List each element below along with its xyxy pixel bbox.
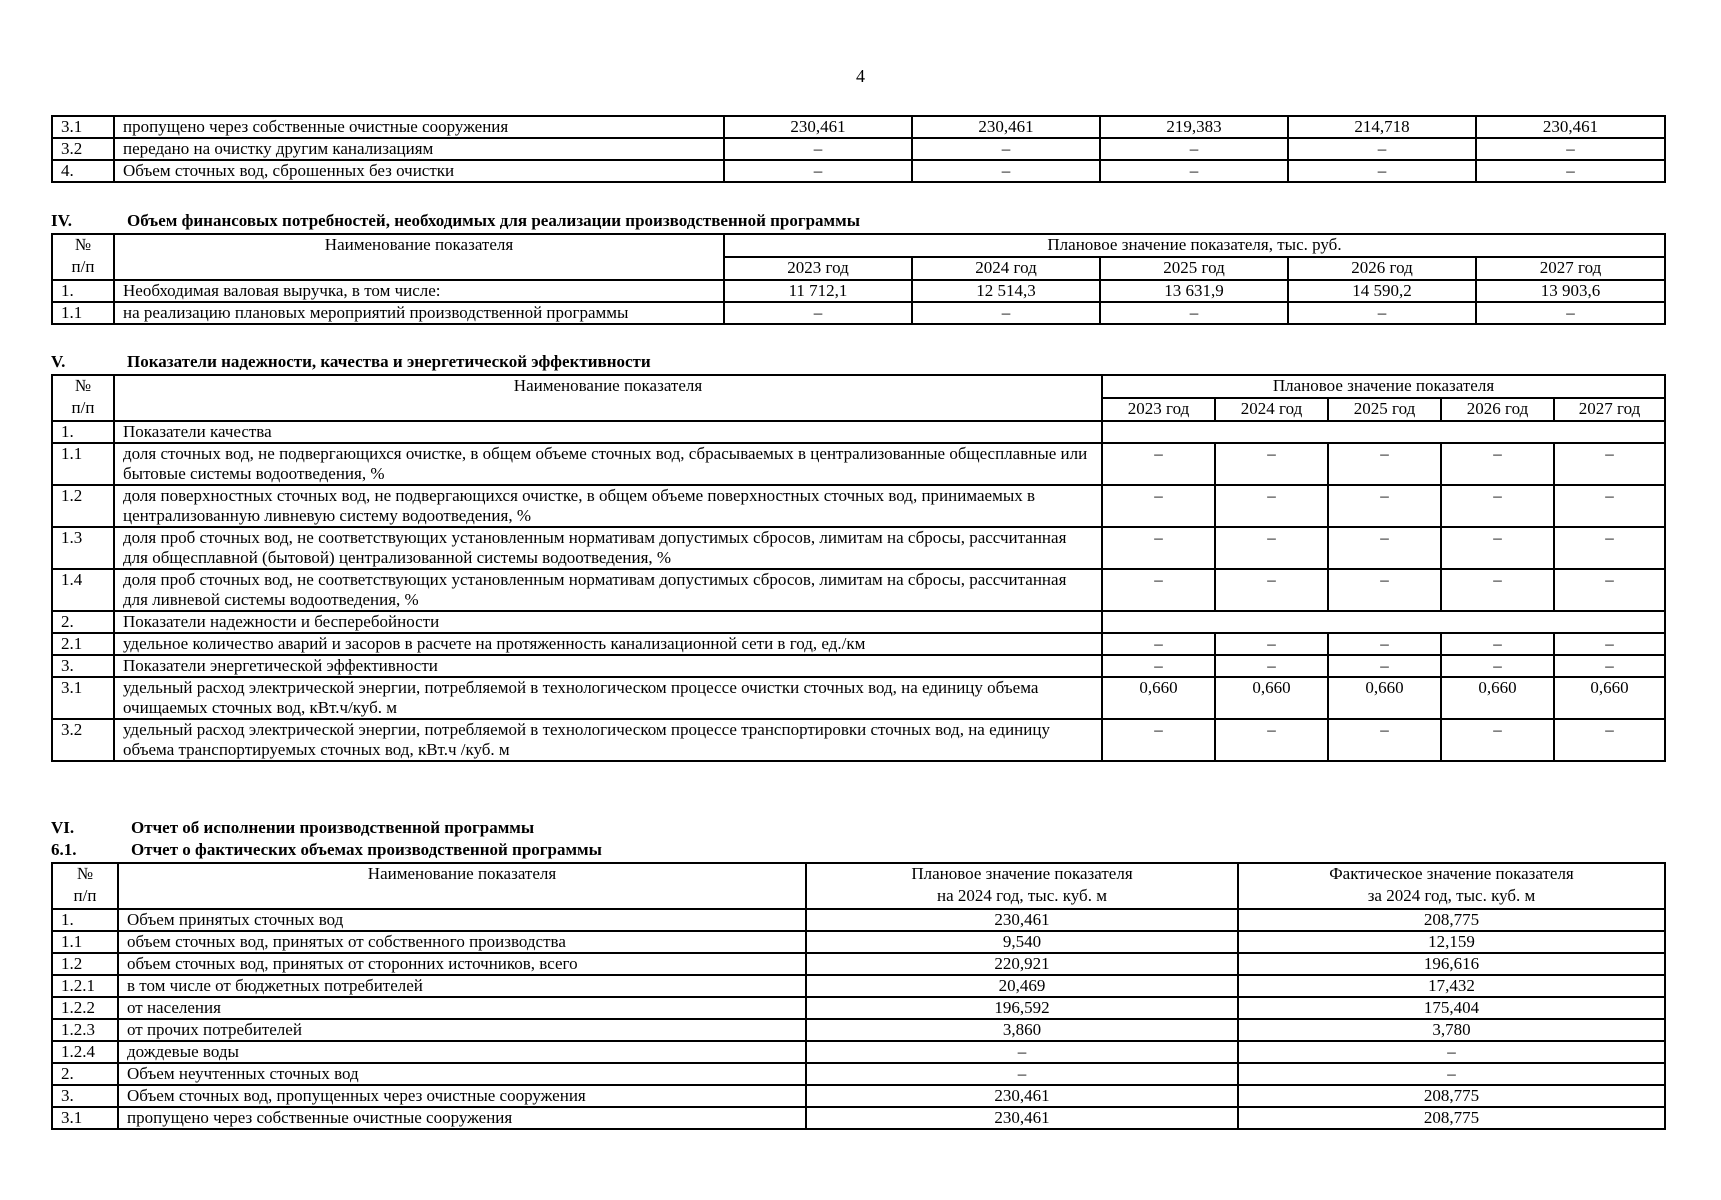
value-cell: – xyxy=(1100,138,1288,160)
value-cell: – xyxy=(1215,569,1328,611)
row-number: 3.1 xyxy=(52,116,114,138)
section-number: VI. xyxy=(51,818,75,837)
header-name: Наименование показателя xyxy=(118,863,806,909)
table-row xyxy=(52,443,1665,485)
row-number: 3. xyxy=(52,1085,118,1107)
subsection-title: Отчет о фактических объемах производственной программы xyxy=(131,840,602,859)
value-cell: – xyxy=(1328,485,1441,527)
row-number: 3.2 xyxy=(52,138,114,160)
table-row xyxy=(52,1085,1665,1107)
header-year: 2024 год xyxy=(912,257,1100,280)
row-number: 1.2 xyxy=(52,953,118,975)
header-year: 2024 год xyxy=(1215,398,1328,421)
value-cell: 0,660 xyxy=(1102,677,1215,719)
value-cell: 11 712,1 xyxy=(724,280,912,302)
row-number: 1.4 xyxy=(52,569,114,611)
table-row xyxy=(52,909,1665,931)
table-row xyxy=(52,655,1665,677)
value-cell: – xyxy=(1554,633,1665,655)
value-cell: 12 514,3 xyxy=(912,280,1100,302)
value-cell: – xyxy=(1215,655,1328,677)
row-label: доля проб сточных вод, не соответствующих установленным нормативам допустимых сбросов, лимитам на сбросы, рассчитанная для общесплавной (бытовой) централизованной системы водоотведения, % xyxy=(114,527,1102,569)
row-label: удельное количество аварий и засоров в расчете на протяженность канализационной сети в год, ед./км xyxy=(114,633,1102,655)
header-num-sub: п/п xyxy=(52,886,118,909)
value-cell: – xyxy=(1554,485,1665,527)
value-cell: – xyxy=(1441,655,1554,677)
plan-value: 3,860 xyxy=(806,1019,1238,1041)
value-cell: – xyxy=(1476,302,1665,324)
row-number: 1. xyxy=(52,280,114,302)
row-label: Объем сточных вод, пропущенных через очистные сооружения xyxy=(118,1085,806,1107)
value-cell: 13 903,6 xyxy=(1476,280,1665,302)
row-number: 2.1 xyxy=(52,633,114,655)
value-cell: – xyxy=(1441,633,1554,655)
section-title: Объем финансовых потребностей, необходимых для реализации производственной программы xyxy=(127,211,860,230)
value-cell: – xyxy=(1102,443,1215,485)
table-row xyxy=(52,1107,1665,1129)
value-cell: 230,461 xyxy=(912,116,1100,138)
header-name: Наименование показателя xyxy=(114,375,1102,421)
plan-value: 9,540 xyxy=(806,931,1238,953)
table-row xyxy=(52,997,1665,1019)
header-plan-sub: на 2024 год, тыс. куб. м xyxy=(806,886,1238,909)
row-number: 1.1 xyxy=(52,931,118,953)
value-cell: – xyxy=(1102,485,1215,527)
table-row xyxy=(52,975,1665,997)
plan-value: 220,921 xyxy=(806,953,1238,975)
row-label: объем сточных вод, принятых от сторонних источников, всего xyxy=(118,953,806,975)
fact-value: – xyxy=(1238,1063,1665,1085)
plan-value: 230,461 xyxy=(806,1085,1238,1107)
section-title: Отчет об исполнении производственной программы xyxy=(131,818,535,837)
header-name: Наименование показателя xyxy=(114,234,724,280)
row-number: 1.2.1 xyxy=(52,975,118,997)
value-cell: – xyxy=(1215,443,1328,485)
table-row xyxy=(52,569,1665,611)
row-number: 1.2.4 xyxy=(52,1041,118,1063)
row-label: Необходимая валовая выручка, в том числе: xyxy=(114,280,724,302)
value-cell: – xyxy=(1554,569,1665,611)
row-number: 1.1 xyxy=(52,302,114,324)
header-year: 2027 год xyxy=(1554,398,1665,421)
empty-cell xyxy=(1102,421,1665,443)
value-cell: 14 590,2 xyxy=(1288,280,1476,302)
fact-value: 208,775 xyxy=(1238,1085,1665,1107)
value-cell: – xyxy=(1554,655,1665,677)
header-num: № xyxy=(52,234,114,257)
section-5-heading xyxy=(51,352,1671,374)
table-row xyxy=(52,527,1665,569)
plan-value: – xyxy=(806,1063,1238,1085)
table-row xyxy=(52,931,1665,953)
value-cell: 230,461 xyxy=(724,116,912,138)
header-plan: Плановое значение показателя xyxy=(1102,375,1665,398)
plan-value: 230,461 xyxy=(806,909,1238,931)
row-number: 2. xyxy=(52,611,114,633)
table-row xyxy=(52,116,1665,138)
table-row xyxy=(52,485,1665,527)
value-cell: 230,461 xyxy=(1476,116,1665,138)
row-label: Объем принятых сточных вод xyxy=(118,909,806,931)
row-number: 3. xyxy=(52,655,114,677)
row-label: в том числе от бюджетных потребителей xyxy=(118,975,806,997)
header-fact-sub: за 2024 год, тыс. куб. м xyxy=(1238,886,1665,909)
value-cell: 0,660 xyxy=(1441,677,1554,719)
header-year: 2023 год xyxy=(1102,398,1215,421)
value-cell: – xyxy=(1441,527,1554,569)
value-cell: – xyxy=(912,302,1100,324)
header-fact: Фактическое значение показателя xyxy=(1238,863,1665,886)
value-cell: – xyxy=(1102,527,1215,569)
row-label: на реализацию плановых мероприятий производственной программы xyxy=(114,302,724,324)
table-row xyxy=(52,280,1665,302)
table-row xyxy=(52,633,1665,655)
table-reliability-quality xyxy=(51,374,1666,762)
header-num: № xyxy=(52,863,118,886)
table-continuation xyxy=(51,115,1666,183)
table-row xyxy=(52,611,1665,633)
table-row xyxy=(52,138,1665,160)
row-number: 1. xyxy=(52,909,118,931)
value-cell: – xyxy=(1100,302,1288,324)
plan-value: – xyxy=(806,1041,1238,1063)
header-num: № xyxy=(52,375,114,398)
row-number: 1. xyxy=(52,421,114,443)
table-row xyxy=(52,160,1665,182)
row-label: пропущено через собственные очистные сооружения xyxy=(118,1107,806,1129)
row-label: дождевые воды xyxy=(118,1041,806,1063)
row-number: 1.1 xyxy=(52,443,114,485)
row-label: Показатели энергетической эффективности xyxy=(114,655,1102,677)
header-year: 2026 год xyxy=(1441,398,1554,421)
value-cell: – xyxy=(1215,485,1328,527)
fact-value: 12,159 xyxy=(1238,931,1665,953)
value-cell: – xyxy=(1215,719,1328,761)
value-cell: – xyxy=(1100,160,1288,182)
section-6-heading xyxy=(51,818,1671,840)
subsection-number: 6.1. xyxy=(51,840,77,859)
empty-cell xyxy=(1102,611,1665,633)
row-number: 1.2 xyxy=(52,485,114,527)
table-row xyxy=(52,1019,1665,1041)
section-4-heading xyxy=(51,211,1671,233)
row-label: Объем неучтенных сточных вод xyxy=(118,1063,806,1085)
value-cell: – xyxy=(1476,138,1665,160)
plan-value: 230,461 xyxy=(806,1107,1238,1129)
header-year: 2026 год xyxy=(1288,257,1476,280)
value-cell: 0,660 xyxy=(1554,677,1665,719)
fact-value: 3,780 xyxy=(1238,1019,1665,1041)
table-row xyxy=(52,421,1665,443)
value-cell: – xyxy=(1554,443,1665,485)
fact-value: 17,432 xyxy=(1238,975,1665,997)
plan-value: 20,469 xyxy=(806,975,1238,997)
value-cell: – xyxy=(724,160,912,182)
row-number: 2. xyxy=(52,1063,118,1085)
value-cell: – xyxy=(1288,138,1476,160)
value-cell: – xyxy=(1441,719,1554,761)
value-cell: 219,383 xyxy=(1100,116,1288,138)
table-row xyxy=(52,1063,1665,1085)
value-cell: – xyxy=(1328,527,1441,569)
section-number: IV. xyxy=(51,211,72,230)
value-cell: – xyxy=(1328,569,1441,611)
header-year: 2025 год xyxy=(1328,398,1441,421)
table-row xyxy=(52,719,1665,761)
row-label: объем сточных вод, принятых от собственного производства xyxy=(118,931,806,953)
value-cell: 0,660 xyxy=(1328,677,1441,719)
header-year: 2027 год xyxy=(1476,257,1665,280)
row-label: удельный расход электрической энергии, потребляемой в технологическом процессе очистки сточных вод, на единицу объема очищаемых сточных вод, кВт.ч/куб. м xyxy=(114,677,1102,719)
row-number: 3.1 xyxy=(52,677,114,719)
subsection-6-1-heading xyxy=(51,840,1671,862)
section-number: V. xyxy=(51,352,66,371)
row-label: от населения xyxy=(118,997,806,1019)
row-number: 3.2 xyxy=(52,719,114,761)
value-cell: – xyxy=(1215,527,1328,569)
header-year: 2025 год xyxy=(1100,257,1288,280)
value-cell: – xyxy=(1328,633,1441,655)
value-cell: – xyxy=(1215,633,1328,655)
header-year: 2023 год xyxy=(724,257,912,280)
section-title: Показатели надежности, качества и энергетической эффективности xyxy=(127,352,651,371)
value-cell: – xyxy=(1441,569,1554,611)
value-cell: – xyxy=(1288,160,1476,182)
row-label: от прочих потребителей xyxy=(118,1019,806,1041)
value-cell: – xyxy=(1328,443,1441,485)
value-cell: – xyxy=(1328,719,1441,761)
row-number: 4. xyxy=(52,160,114,182)
header-plan: Плановое значение показателя, тыс. руб. xyxy=(724,234,1665,257)
value-cell: – xyxy=(1328,655,1441,677)
row-label: удельный расход электрической энергии, потребляемой в технологическом процессе транспортировки сточных вод, на единицу объема транспортируемых сточных вод, кВт.ч /куб. м xyxy=(114,719,1102,761)
value-cell: – xyxy=(1102,655,1215,677)
table-actual-volumes xyxy=(51,862,1666,1130)
row-label: Показатели качества xyxy=(114,421,1102,443)
table-row xyxy=(52,953,1665,975)
fact-value: 208,775 xyxy=(1238,909,1665,931)
value-cell: 214,718 xyxy=(1288,116,1476,138)
value-cell: – xyxy=(912,160,1100,182)
value-cell: – xyxy=(1476,160,1665,182)
value-cell: – xyxy=(724,138,912,160)
fact-value: 196,616 xyxy=(1238,953,1665,975)
header-num-sub: п/п xyxy=(52,398,114,421)
row-label: Показатели надежности и бесперебойности xyxy=(114,611,1102,633)
fact-value: 208,775 xyxy=(1238,1107,1665,1129)
value-cell: 13 631,9 xyxy=(1100,280,1288,302)
value-cell: – xyxy=(1102,569,1215,611)
value-cell: – xyxy=(724,302,912,324)
row-label: пропущено через собственные очистные сооружения xyxy=(114,116,724,138)
value-cell: – xyxy=(912,138,1100,160)
header-num-sub: п/п xyxy=(52,257,114,280)
value-cell: – xyxy=(1102,719,1215,761)
page-number: 4 xyxy=(856,66,865,86)
row-label: передано на очистку другим канализациям xyxy=(114,138,724,160)
row-label: доля сточных вод, не подвергающихся очистке, в общем объеме сточных вод, сбрасываемых в централизованные общесплавные или бытовые системы водоотведения, % xyxy=(114,443,1102,485)
row-label: доля поверхностных сточных вод, не подвергающихся очистке, в общем объеме поверхностных сточных вод, принимаемых в централизованную ливневую систему водоотведения, % xyxy=(114,485,1102,527)
table-row xyxy=(52,302,1665,324)
fact-value: – xyxy=(1238,1041,1665,1063)
header-plan: Плановое значение показателя xyxy=(806,863,1238,886)
value-cell: 0,660 xyxy=(1215,677,1328,719)
row-number: 1.2.3 xyxy=(52,1019,118,1041)
row-number: 1.2.2 xyxy=(52,997,118,1019)
table-row xyxy=(52,677,1665,719)
value-cell: – xyxy=(1441,485,1554,527)
row-number: 3.1 xyxy=(52,1107,118,1129)
table-financial-needs xyxy=(51,233,1666,325)
row-number: 1.3 xyxy=(52,527,114,569)
value-cell: – xyxy=(1102,633,1215,655)
row-label: доля проб сточных вод, не соответствующих установленным нормативам допустимых сбросов, лимитам на сбросы, рассчитанная для ливневой системы водоотведения, % xyxy=(114,569,1102,611)
plan-value: 196,592 xyxy=(806,997,1238,1019)
value-cell: – xyxy=(1288,302,1476,324)
table-row xyxy=(52,1041,1665,1063)
value-cell: – xyxy=(1441,443,1554,485)
fact-value: 175,404 xyxy=(1238,997,1665,1019)
row-label: Объем сточных вод, сброшенных без очистки xyxy=(114,160,724,182)
value-cell: – xyxy=(1554,719,1665,761)
value-cell: – xyxy=(1554,527,1665,569)
